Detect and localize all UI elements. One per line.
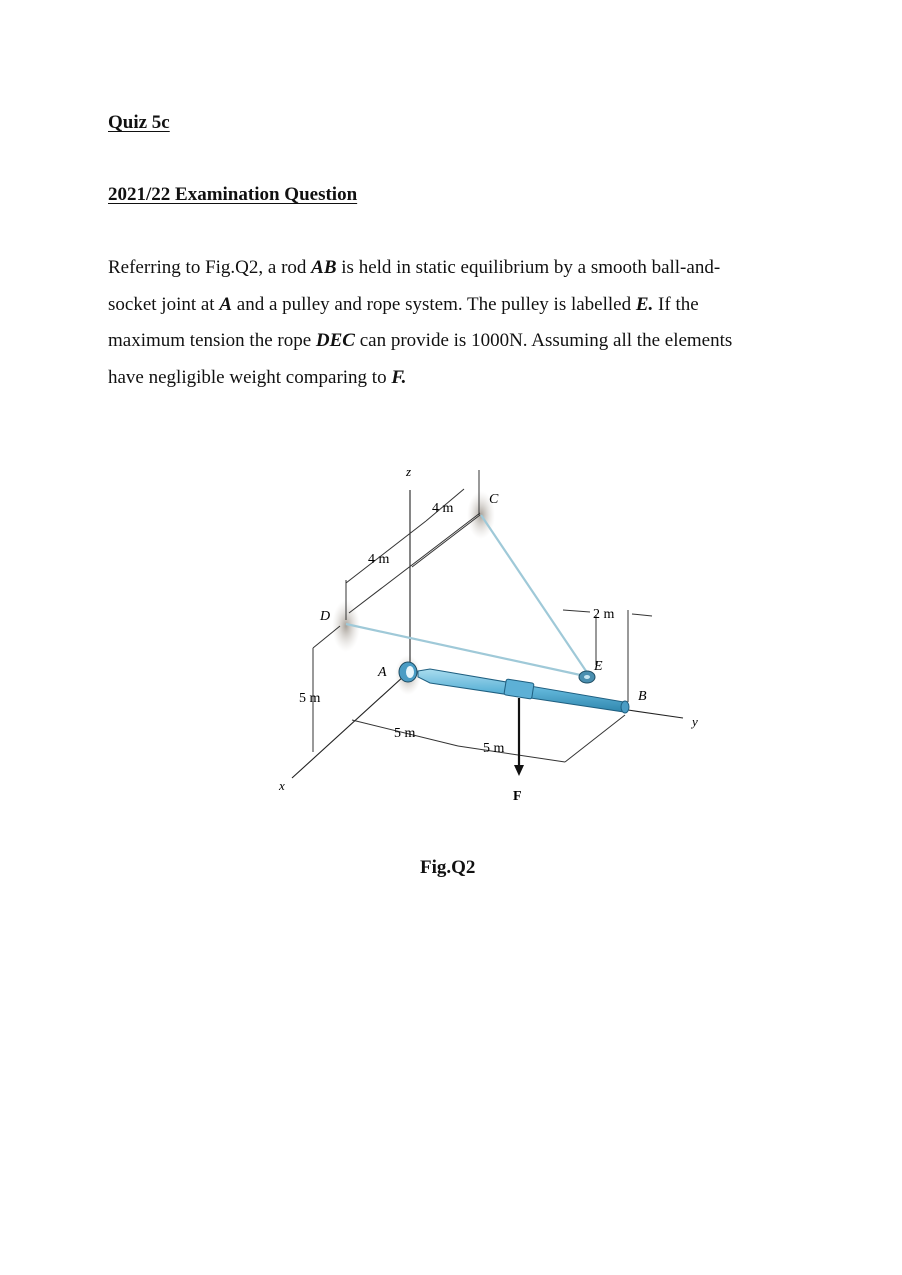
question-line-4: have negligible weight comparing to F. [108,366,407,388]
point-a-label: A [378,665,387,680]
dim-5m-height: 5 m [299,691,321,706]
point-b-label: B [638,689,647,704]
quiz-title: Quiz 5c [108,112,170,133]
figure-caption: Fig.Q2 [420,857,476,878]
question-paragraph [108,250,798,396]
exam-title: 2021/22 Examination Question [108,184,358,205]
point-d-label: D [320,609,331,624]
rod-ab [418,669,629,713]
question-line-3: maximum tension the rope DEC can provide is 1000N. Assuming all the elements [108,330,733,352]
y-axis-label: y [692,714,698,729]
dim-2m: 2 m [593,607,615,622]
ball-socket-a [399,662,417,682]
figure-q2 [260,455,720,810]
z-axis-label: z [406,464,412,479]
point-e-label: E [594,659,603,674]
rope-segment-ce [481,515,588,674]
dim-5m-x1: 5 m [394,726,416,741]
point-c-label: C [489,492,499,507]
pulley-e [579,671,595,683]
question-line-1: Referring to Fig.Q2, a rod AB is held in static equilibrium by a smooth ball-and- [108,257,721,278]
dim-4m-top: 4 m [432,501,454,516]
rope-dec [346,515,588,676]
force-f-arrow [514,698,524,776]
dim-4m-left: 4 m [368,552,390,567]
dim-5m-x2: 5 m [483,741,505,756]
y-axis-line [628,710,683,718]
force-f-label: F [513,789,522,804]
x-axis-label: x [279,778,285,793]
question-line-2: socket joint at A and a pulley and rope system. The pulley is labelled E. If the [108,293,699,315]
